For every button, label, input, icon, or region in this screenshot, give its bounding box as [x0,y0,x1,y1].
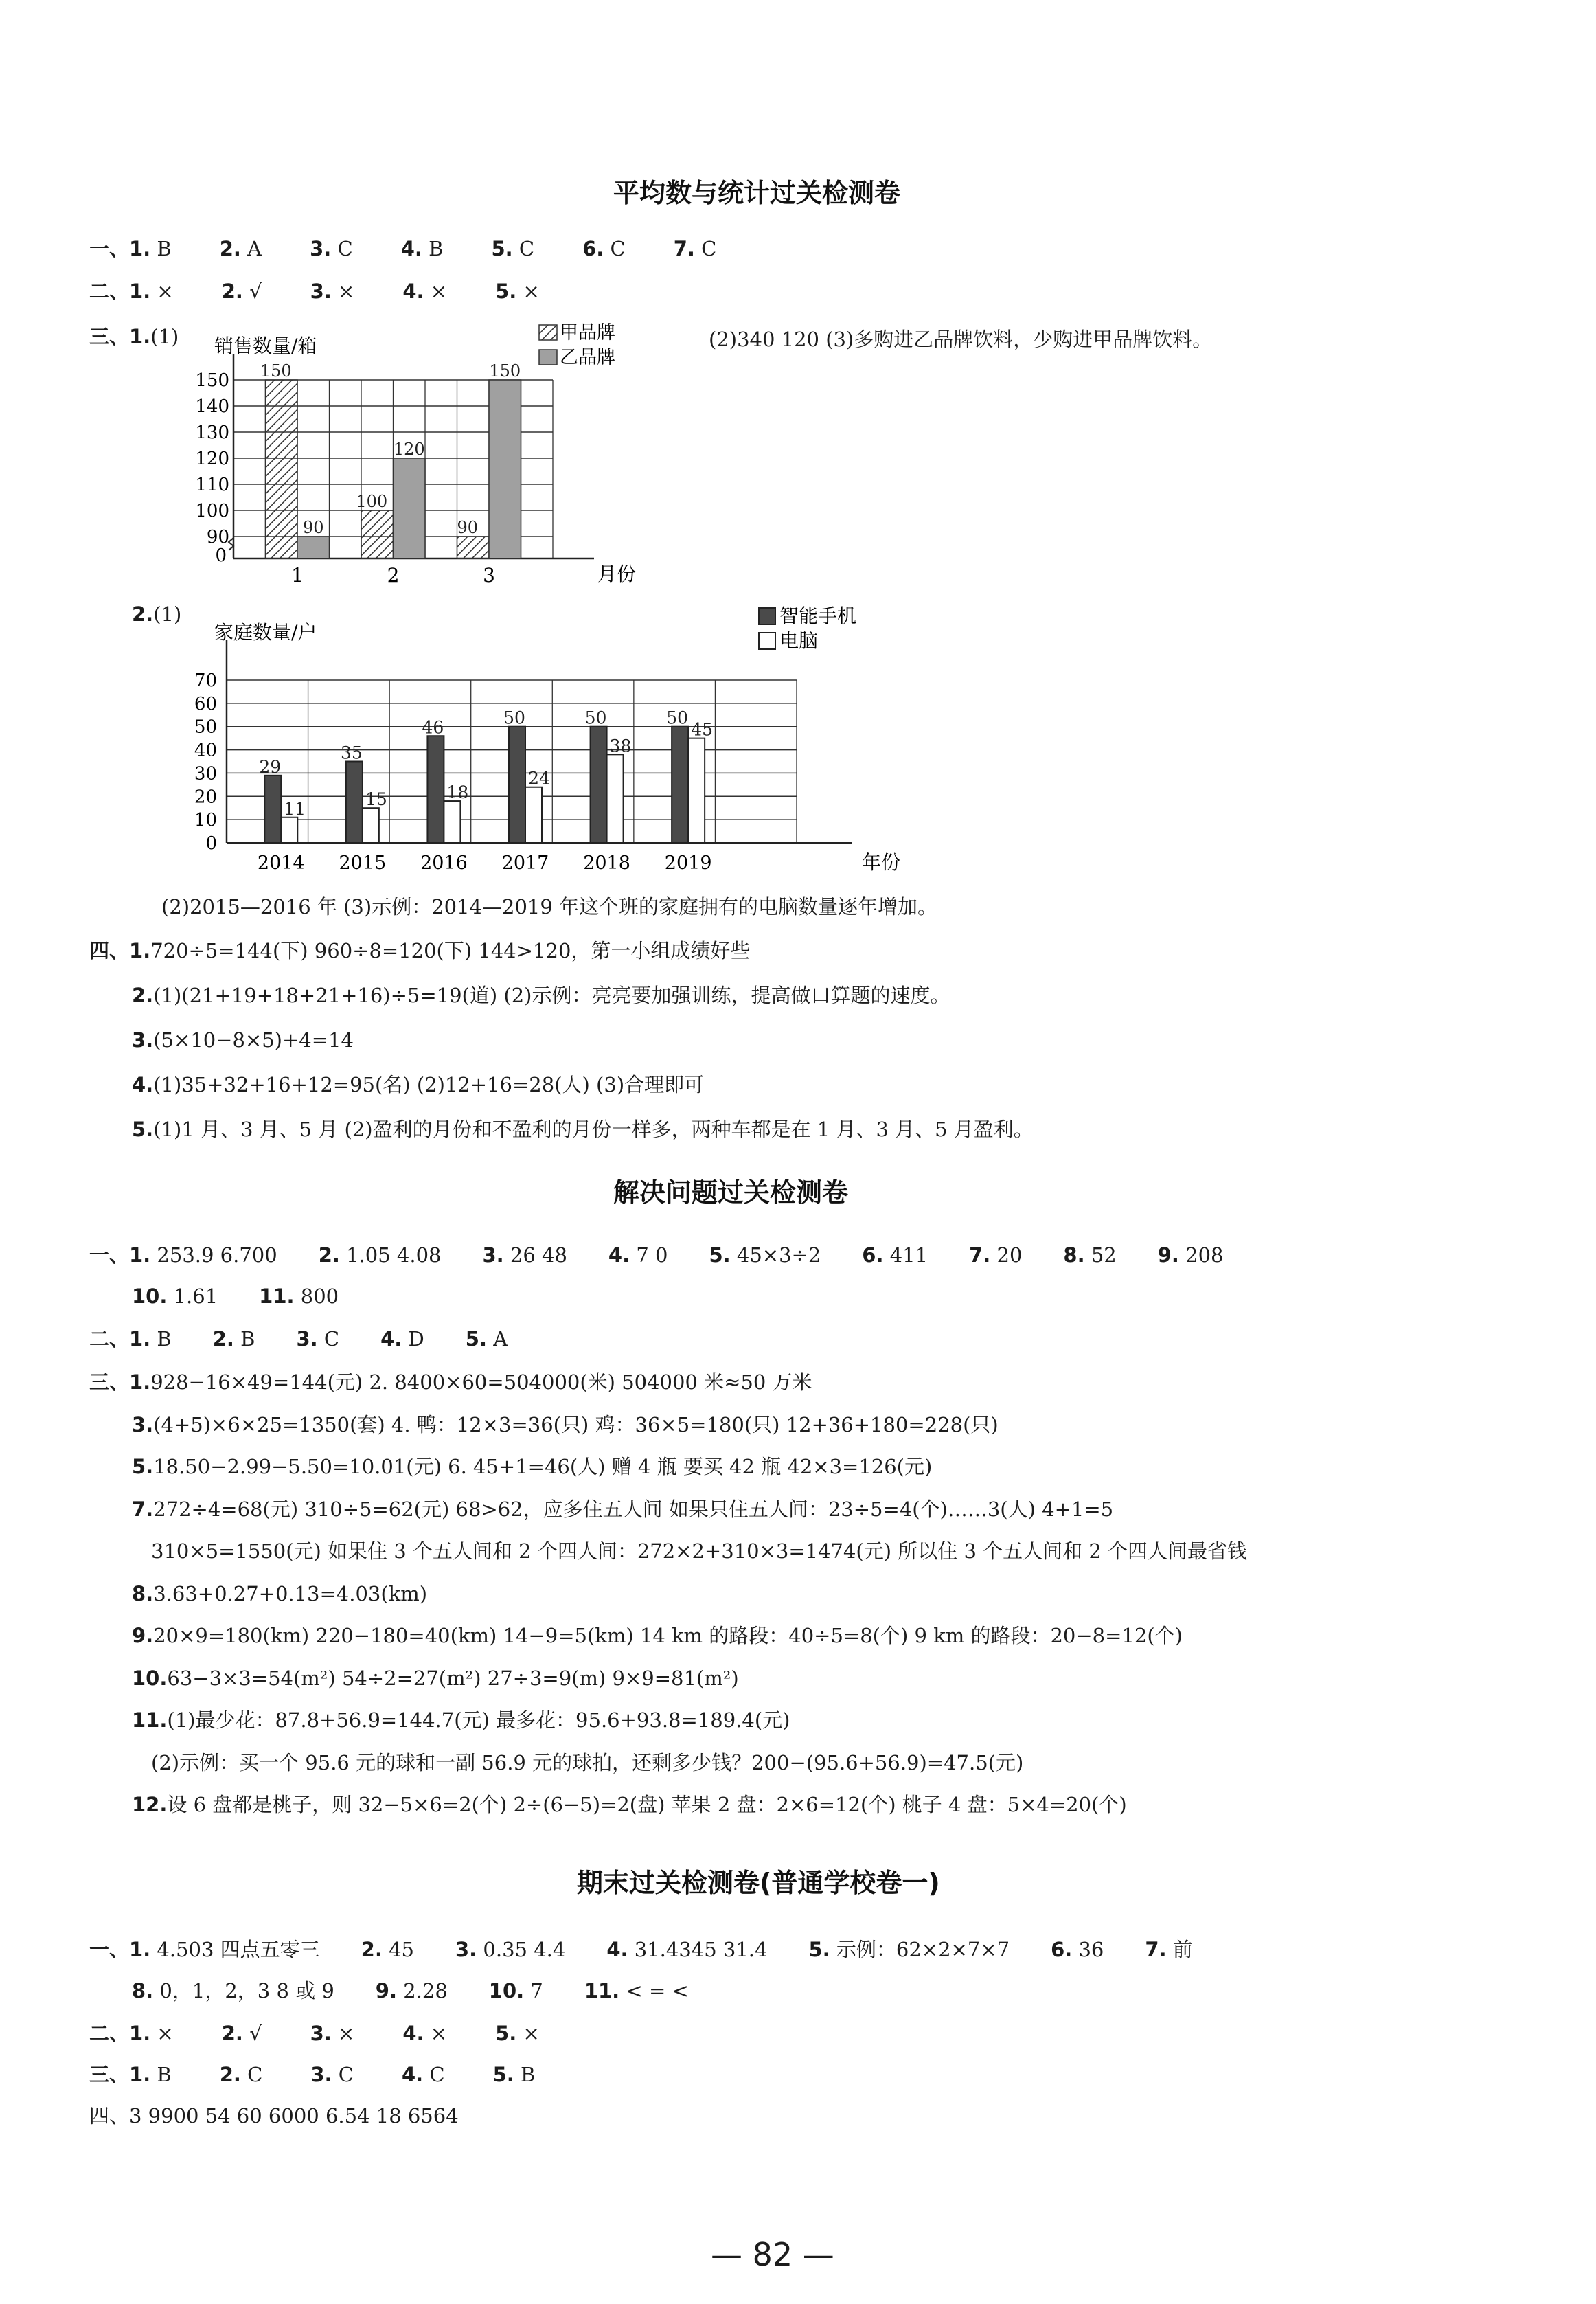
bar-value-label: 150 [260,361,292,381]
page-number: — 82 — [711,2236,834,2273]
legend-swatch [759,633,775,649]
y-tick-label: 30 [194,763,217,784]
answer-line: 12.设 6 盘都是桃子，则 32−5×6=2(个) 2÷(6−5)=2(盘) 苹果 2 盘：2×6=12(个) 桃子 4 盘：5×4=20(个) [132,1793,1127,1816]
q3-1-answers: (2)340 120 (3)多购进乙品牌饮料，少购进甲品牌饮料。 [709,328,1213,351]
bar-value-label: 90 [457,518,479,537]
y-tick-label: 150 [195,370,229,391]
legend-label: 电脑 [779,629,819,652]
bar [688,738,705,843]
answer-line: (2)示例：买一个 95.6 元的球和一副 56.9 元的球拍，还剩多少钱？200−(95.6+56.9)=47.5(元) [151,1750,1024,1774]
bar [489,380,521,558]
bar [266,380,298,558]
bar-value-label: 150 [489,361,521,381]
answer-row-2-2 [132,1283,380,1310]
bar-value-label: 100 [356,492,388,511]
answer-item: 2. A [219,237,262,260]
bar-value-label: 46 [422,717,444,738]
answer-item: 二、1. × [89,280,174,303]
answer-item: 三、1. B [89,2063,172,2086]
bar-value-label: 90 [302,518,324,537]
answer-item: 4. × [402,2022,448,2045]
bar-value-label: 38 [609,736,632,756]
y-tick-label: 20 [194,787,217,808]
answer-item: 5. 示例：62×2×7×7 [808,1938,1010,1961]
answer-item: 8. 0，1，2，3 8 或 9 [132,1979,334,2002]
answer-item: 9. 208 [1157,1243,1224,1267]
y-tick-label: 0 [205,833,217,854]
answer-row-3-1 [89,1936,1234,1963]
bar-value-label: 120 [393,440,425,459]
y-axis-label: 销售数量/箱 [214,335,317,357]
answer-item: 5. × [495,2022,540,2045]
answer-item: 11. < = < [584,1979,689,2002]
bar [672,727,688,843]
answer-item: 二、1. × [89,2022,174,2045]
bar [281,817,297,843]
answer-line: 4.(1)35+32+16+12=95(名) (2)12+16=28(人) (3)合理即可 [132,1073,705,1096]
answer-line: 10.63−3×3=54(m²) 54÷2=27(m²) 27÷3=9(m) 9×9=81(m²) [132,1666,739,1690]
x-tick-label: 2015 [339,852,387,874]
bar-value-label: 50 [584,708,607,728]
y-tick-label: 70 [194,670,217,691]
x-tick-label: 3 [483,564,495,587]
bar [361,510,394,558]
x-axis-label: 年份 [862,851,901,874]
answer-item: 5. × [495,280,540,303]
bar [394,458,426,558]
answer-line: 7.272÷4=68(元) 310÷5=62(元) 68>62，应多住五人间 如果只住五人间：23÷5=4(个)……3(人) 4+1=5 [132,1497,1114,1521]
bar-value-label: 50 [503,708,525,728]
answer-item: 2. 1.05 4.08 [318,1243,442,1267]
answer-item: 一、1. 253.9 6.700 [89,1243,277,1267]
bar-value-label: 11 [284,798,306,819]
answer-item: 2. √ [221,2022,262,2045]
answer-item: 2. 45 [361,1938,414,1961]
bar-value-label: 35 [340,743,363,763]
answer-line: 11.(1)最少花：87.8+56.9=144.7(元) 最多花：95.6+93.8=189.4(元) [132,1708,790,1732]
answer-line: 3.(5×10−8×5)+4=14 [132,1028,354,1052]
y-tick-label: 130 [195,422,229,443]
y-tick-label: 120 [195,449,229,469]
x-tick-label: 2 [387,564,400,587]
q3-2-label: 2.(1) [132,602,182,626]
answer-item: 6. 36 [1051,1938,1104,1961]
bar-value-label: 45 [691,719,714,740]
answer-row-3-4 [89,2061,583,2088]
bar [509,727,525,843]
answer-item: 8. 52 [1063,1243,1117,1267]
answer-row-3-3 [89,2020,588,2047]
x-tick-label: 2019 [664,852,712,874]
bar [525,787,542,843]
answer-item: 3. C [296,1327,340,1351]
y-tick-label: 100 [195,501,229,521]
bar [264,776,281,843]
answer-item: 4. × [402,280,448,303]
legend-swatch [539,350,557,365]
x-tick-label: 2018 [583,852,630,874]
chart-sales-by-brand [168,319,649,591]
bar [346,762,363,844]
answer-item: 7. 前 [1145,1938,1193,1961]
y-tick-label: 90 [206,527,229,547]
answer-item: 10. 7 [488,1979,543,2002]
answer-row-3-2 [132,1977,730,2004]
answer-item: 一、1. B [89,237,172,260]
answer-row-2-3 [89,1325,549,1353]
answer-row-1-2 [89,278,588,305]
y-tick-label: 110 [195,475,229,495]
section-title-final-exam: 期末过关检测卷(普通学校卷一) [577,1868,940,1898]
bar [607,754,624,843]
y-tick-label: 50 [194,716,217,738]
answer-line: 四、1.720÷5=144(下) 960÷8=120(下) 144>120，第一小组成绩好些 [89,939,751,962]
answer-item: 3. × [310,2022,355,2045]
answer-line: 5.(1)1 月、3 月、5 月 (2)盈利的月份和不盈利的月份一样多，两种车都是在 1 月、3 月、5 月盈利。 [132,1118,1034,1141]
answer-item: 3. 0.35 4.4 [455,1938,566,1961]
bar [457,537,490,558]
answer-item: 10. 1.61 [132,1285,218,1308]
answer-item: 5. B [492,2063,536,2086]
answer-item: 3. C [310,2063,354,2086]
answer-item: 9. 2.28 [375,1979,448,2002]
bar-value-label: 15 [365,789,387,810]
x-tick-label: 2016 [420,852,468,874]
answer-item: 二、1. B [89,1327,172,1351]
answer-line: 2.(1)(21+19+18+21+16)÷5=19(道) (2)示例：亮亮要加强训练，提高做口算题的速度。 [132,984,950,1007]
answer-item: 3. × [310,280,355,303]
section-title-statistics: 平均数与统计过关检测卷 [613,178,901,208]
y-axis-label: 家庭数量/户 [214,621,317,644]
q3-2-answers: (2)2015—2016 年 (3)示例：2014—2019 年这个班的家庭拥有的电脑数量逐年增加。 [161,895,938,918]
bar [363,808,379,843]
answer-item: 3. C [310,237,353,260]
answer-item: 11. 800 [259,1285,339,1308]
answer-item: 4. 31.4345 31.4 [606,1938,768,1961]
answer-item: 4. D [380,1327,424,1351]
legend-label: 智能手机 [779,605,857,627]
y-tick-label: 60 [194,693,217,714]
bar [591,727,607,843]
legend-swatch [539,325,557,340]
answer-item: 5. C [491,237,535,260]
answer-item: 4. B [400,237,444,260]
bar [444,801,460,843]
answer-row-1-1 [89,235,764,262]
answer-line: 310×5=1550(元) 如果住 3 个五人间和 2 个四人间：272×2+310×3=1474(元) 所以住 3 个五人间和 2 个四人间最省钱 [151,1539,1248,1563]
bar [427,736,444,843]
answer-item: 7. C [673,237,717,260]
legend-label: 甲品牌 [560,322,615,343]
y-tick-label: 140 [195,396,229,417]
x-axis-label: 月份 [597,563,637,585]
answer-item: 5. A [465,1327,508,1351]
y-tick-label: 0 [215,545,227,566]
q3-1-label: 三、1.(1) [89,325,179,348]
answer-line: 3.(4+5)×6×25=1350(套) 4. 鸭：12×3=36(只) 鸡：36×5=180(只) 12+36+180=228(只) [132,1412,999,1436]
bar-value-label: 50 [666,708,689,728]
answer-line: 5.18.50−2.99−5.50=10.01(元) 6. 45+1=46(人) 赠 4 瓶 要买 42 瓶 42×3=126(元) [132,1455,933,1478]
answer-item: 6. 411 [862,1243,928,1267]
answer-item: 2. C [219,2063,263,2086]
bar-value-label: 29 [259,756,282,777]
section-title-problem-solving: 解决问题过关检测卷 [613,1177,849,1208]
answer-item: 6. C [582,237,626,260]
chart-households-devices [185,598,901,879]
y-tick-label: 10 [194,810,217,831]
bar [297,537,330,558]
answer-line: 9.20×9=180(km) 220−180=40(km) 14−9=5(km) 14 km 的路段：40÷5=8(个) 9 km 的路段：20−8=12(个) [132,1624,1183,1647]
answer-line: 三、1.928−16×49=144(元) 2. 8400×60=504000(米) 504000 米≈50 万米 [89,1370,812,1394]
answer-item: 7. 20 [969,1243,1023,1267]
answer-item: 3. 26 48 [482,1243,567,1267]
answer-item: 2. B [212,1327,255,1351]
answer-item: 4. C [401,2063,445,2086]
answer-item: 4. 7 0 [608,1243,668,1267]
answer-item: 2. √ [221,280,262,303]
bar-value-label: 24 [528,768,550,789]
answer-item: 一、1. 4.503 四点五零三 [89,1938,320,1961]
answer-item: 5. 45×3÷2 [709,1243,821,1267]
answer-line: 8.3.63+0.27+0.13=4.03(km) [132,1581,428,1605]
x-tick-label: 1 [291,564,304,587]
answer-row-3-5: 四、3 9900 54 60 6000 6.54 18 6564 [89,2104,459,2127]
x-tick-label: 2017 [501,852,549,874]
x-tick-label: 2014 [257,852,305,874]
answer-row-2-1 [89,1241,1265,1269]
bar-value-label: 18 [446,782,469,803]
legend-swatch [759,608,775,624]
y-tick-label: 40 [194,740,217,761]
legend-label: 乙品牌 [560,347,615,368]
